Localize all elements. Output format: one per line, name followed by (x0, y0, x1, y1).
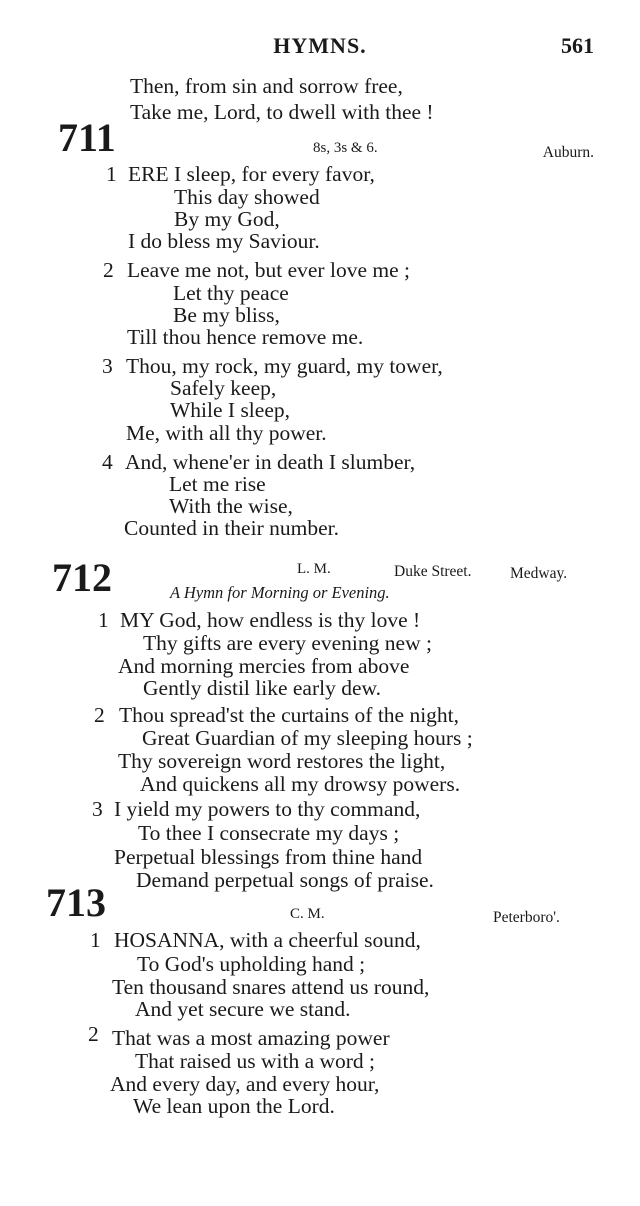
verse-line: Ten thousand snares attend us round, (112, 975, 430, 999)
verse-line: This day showed (174, 185, 320, 209)
stanza-number: 3 (102, 354, 113, 378)
verse-line: Safely keep, (170, 376, 277, 400)
verse-line: ERE I sleep, for every favor, (128, 162, 375, 186)
hymn-number: 711 (58, 115, 116, 160)
stanza-number: 1 (90, 928, 101, 952)
verse-line: Thy sovereign word restores the light, (118, 749, 446, 773)
page-number: 561 (561, 33, 594, 58)
tune-name: Auburn. (542, 144, 594, 161)
stanza-number: 3 (92, 797, 103, 821)
verse-line: Demand perpetual songs of praise. (136, 868, 434, 892)
stanza-number: 1 (106, 162, 117, 186)
verse-line: We lean upon the Lord. (133, 1094, 335, 1118)
verse-line: That raised us with a word ; (135, 1049, 376, 1073)
hymn-meter: 8s, 3s & 6. (313, 140, 378, 156)
verse-line: And every day, and every hour, (110, 1072, 380, 1096)
verse-line: That was a most amazing power (112, 1026, 390, 1050)
tune-name: Medway. (510, 565, 568, 582)
verse-line: MY God, how endless is thy love ! (120, 608, 421, 632)
verse-line: Let thy peace (173, 281, 289, 305)
verse-line: I do bless my Saviour. (128, 229, 320, 253)
stanza-number: 1 (98, 608, 109, 632)
running-head: HYMNS. (273, 33, 367, 58)
verse-line: While I sleep, (170, 398, 290, 422)
verse-line: Counted in their number. (124, 516, 339, 540)
verse-line: Perpetual blessings from thine hand (114, 845, 423, 869)
continuation-line: Then, from sin and sorrow free, (130, 74, 403, 98)
verse-line: Be my bliss, (173, 303, 280, 327)
continuation-line: Take me, Lord, to dwell with thee ! (130, 100, 434, 124)
verse-line: Gently distil like early dew. (143, 676, 382, 700)
verse-line: Me, with all thy power. (126, 421, 327, 445)
verse-line: With the wise, (169, 494, 293, 518)
verse-line: By my God, (174, 207, 280, 231)
hymn-number: 712 (52, 555, 112, 600)
stanza-number: 2 (88, 1022, 99, 1046)
verse-line: And quickens all my drowsy powers. (140, 772, 461, 796)
verse-line: And morning mercies from above (118, 654, 410, 678)
verse-line: Thy gifts are every evening new ; (143, 631, 432, 655)
hymn-meter: C. M. (290, 906, 325, 922)
tune-name: Peterboro'. (493, 909, 560, 926)
verse-line: Thou spread'st the curtains of the night, (119, 703, 460, 727)
stanza-number: 4 (102, 450, 113, 474)
verse-line: Thou, my rock, my guard, my tower, (126, 354, 443, 378)
verse-line: To God's upholding hand ; (137, 952, 366, 976)
hymn-subtitle: A Hymn for Morning or Evening. (170, 583, 390, 602)
verse-line: I yield my powers to thy command, (114, 797, 421, 821)
verse-line: Leave me not, but ever love me ; (127, 258, 410, 282)
verse-line: HOSANNA, with a cheerful sound, (114, 928, 421, 952)
hymn-number: 713 (46, 880, 106, 925)
stanza-number: 2 (103, 258, 114, 282)
verse-line: Let me rise (169, 472, 266, 496)
verse-line: And yet secure we stand. (135, 997, 351, 1021)
tune-name: Duke Street. (394, 563, 472, 580)
verse-line: And, whene'er in death I slumber, (125, 450, 416, 474)
verse-line: Great Guardian of my sleeping hours ; (142, 726, 473, 750)
stanza-number: 2 (94, 703, 105, 727)
hymn-meter: L. M. (297, 561, 331, 577)
verse-line: Till thou hence remove me. (127, 325, 364, 349)
verse-line: To thee I consecrate my days ; (138, 821, 400, 845)
